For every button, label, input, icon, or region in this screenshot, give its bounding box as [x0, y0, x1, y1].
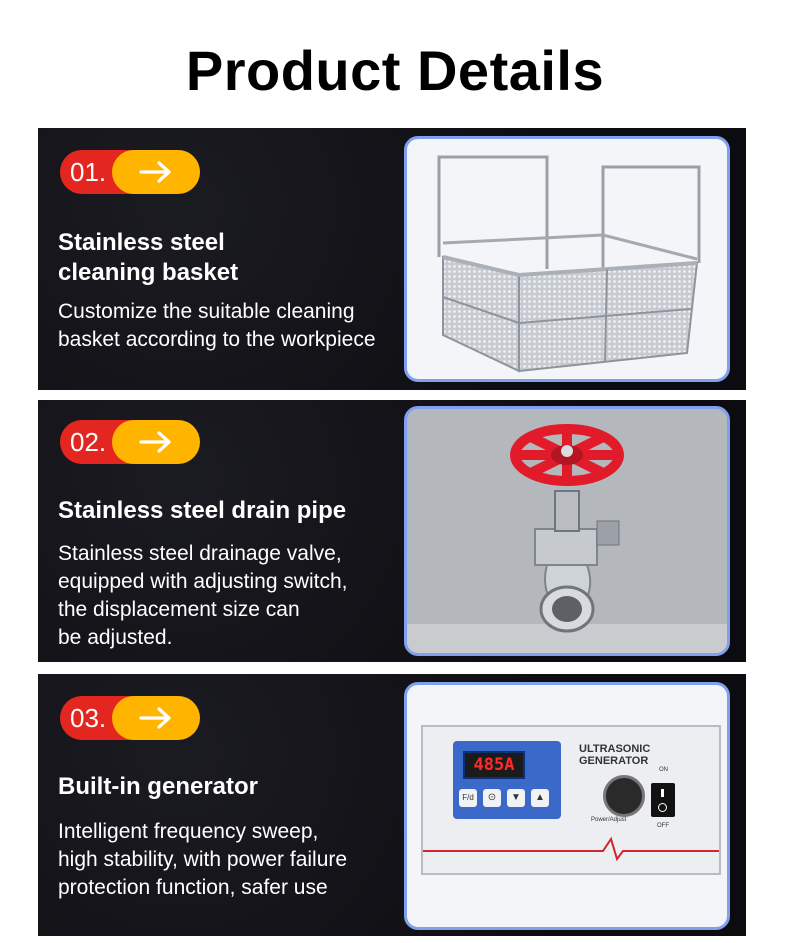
feature-description: [58, 298, 376, 354]
feature-description-line: basket according to the workpiece: [58, 328, 376, 351]
feature-card-generator: [38, 674, 746, 936]
power-knob-icon: [603, 775, 645, 817]
arrow-right-icon: [112, 696, 200, 740]
feature-description-line: Intelligent frequency sweep,: [58, 820, 319, 843]
control-pad: [453, 741, 561, 819]
key-fd: F/d: [459, 789, 477, 807]
generator-image: [404, 682, 730, 930]
feature-description-line: be adjusted.: [58, 626, 173, 649]
basket-image: [404, 136, 730, 382]
feature-heading-line: Stainless steel: [58, 229, 225, 256]
feature-heading: [58, 496, 346, 526]
feature-description-line: Stainless steel drainage valve,: [58, 542, 342, 565]
switch-on-label: ON: [659, 767, 668, 773]
feature-description-line: high stability, with power failure: [58, 848, 348, 871]
feature-description-line: the displacement size can: [58, 598, 300, 621]
feature-card-drain: [38, 400, 746, 662]
frequency-display: 485A: [463, 751, 525, 779]
feature-badge: [60, 696, 200, 740]
feature-number: 02.: [60, 420, 132, 464]
feature-badge: [60, 420, 200, 464]
key-up: ▲: [531, 789, 549, 807]
generator-panel: [421, 725, 721, 875]
feature-heading-line: cleaning basket: [58, 259, 239, 286]
switch-off-label: OFF: [657, 823, 669, 829]
drain-valve-image: [404, 406, 730, 656]
feature-heading: [58, 228, 238, 288]
generator-label: ULTRASONIC GENERATOR: [579, 743, 651, 767]
feature-heading-line: Stainless steel drain pipe: [58, 497, 347, 524]
control-keys: [459, 789, 549, 807]
feature-description: [58, 540, 348, 652]
feature-description: [58, 818, 347, 902]
feature-description-line: protection function, safer use: [58, 876, 328, 899]
arrow-right-icon: [112, 150, 200, 194]
feature-badge: [60, 150, 200, 194]
feature-description-line: equipped with adjusting switch,: [58, 570, 348, 593]
feature-number: 03.: [60, 696, 132, 740]
knob-label: Power/Adjust: [591, 817, 627, 823]
power-switch-icon: [651, 783, 675, 817]
feature-card-basket: [38, 128, 746, 390]
waveform-line-icon: [423, 831, 719, 861]
key-power: ⊙: [483, 789, 501, 807]
feature-heading-line: Built-in generator: [58, 773, 259, 800]
feature-number: 01.: [60, 150, 132, 194]
key-down: ▼: [507, 789, 525, 807]
arrow-right-icon: [112, 420, 200, 464]
feature-description-line: Customize the suitable cleaning: [58, 300, 355, 323]
feature-heading: [58, 772, 258, 802]
page-title: Product Details: [185, 39, 605, 102]
